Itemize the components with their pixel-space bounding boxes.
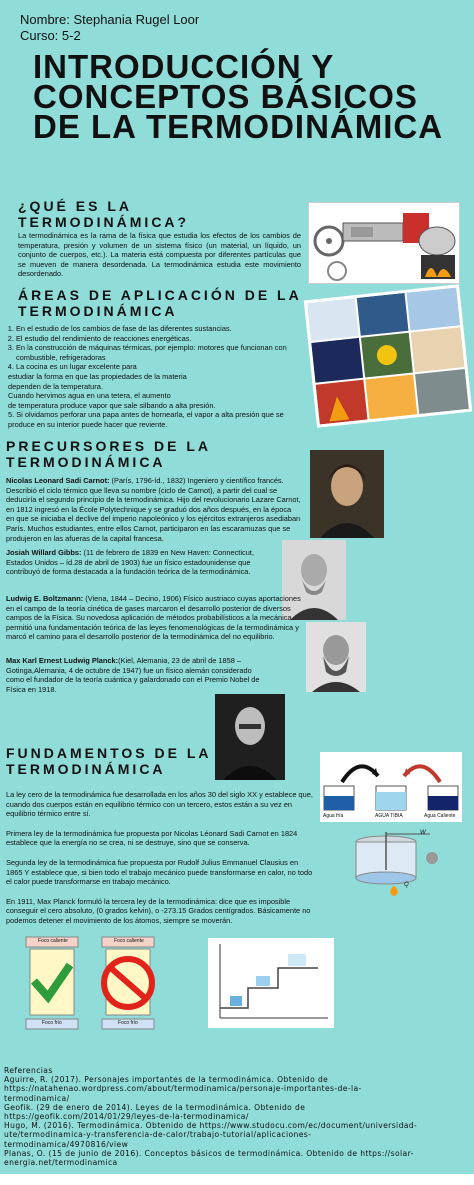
references [4,1066,472,1167]
list-text: dependen de la temperatura. [8,381,103,391]
precursor-name: Ludwig E. Boltzmann: [6,594,84,603]
reference-line: Hugo, M. (2016). Termodinámica. Obtenido de https://www.studocu.com/ec/document/universidad- [4,1121,418,1131]
precursor-name: Nicolas Leonard Sadi Carnot: [6,476,110,485]
section-title-line: PRECURSORES DE LA [6,438,212,454]
boltzmann-portrait [306,622,366,692]
reference-line: Geofik. (29 de enero de 2014). Leyes de la termodinámica. Obtenido de [4,1102,306,1112]
label-agua-fria: Agua fría [323,813,344,819]
precursor-bio: (París, 1796-íd., 1832) Ingeniero y científico francés. Describió el ciclo térmico que lleva su nombre (ciclo de Carnot), a partir del cual se deduciría el segundo principio de la termodinámica. Hijo del revolucionario Lazare Carnot, en 1812 ingresó en la École Polytechnique y se graduó dos años después, en la época en que se iniciaba el declive del imperio napoleónico y los ejércitos extranjeros asediaban París. Muchos estudiantes, entre ellos Carnot, participaron en las escaramuzas que se produjeron en las afueras de la capital francesa. [6,476,301,543]
thermal-equilibrium-diagram [320,752,462,822]
thermal-engine-image [308,202,460,284]
precursor-planck [6,656,268,694]
section-title-que-es [18,198,189,230]
footer-bar [0,1174,474,1185]
list-text: Cuando hervimos agua en una tetera, el aumento [8,391,171,401]
reference-line: https://geofik.com/2014/01/29/leyes-de-la-termodinamica/ [4,1112,249,1122]
precursor-bio: (Viena, 1844 – Decino, 1906) Físico austriaco cuyas aportaciones en el campo de la teoría cinética de gases marcaron el desarrollo posterior de diversos campos de la Física. Su novedosa aplicación de métodos probabilísticos a la mecánica permitió una fundamentación teórica de las leyes fenomenológicas de la termodinámica y marcó el camino para el desarrollo posterior de la termodinámica del no equilibrio. [6,594,301,642]
precursor-boltzmann [6,594,306,642]
precursor-bio: (11 de febrero de 1839 en New Haven: Connecticut, Estados Unidos – íd.28 de abril de 1903) fue un físico estadounidense que contribuyó de forma destacada a la fundación teórica de la termodinámica. [6,548,254,577]
law-first: Primera ley de la termodinámica fue propuesta por Nicolas Léonard Sadi Carnot en 1824 establece que la energía no se crea, ni se destruye, sino que se conserva. [6,828,298,848]
law-second: Segunda ley de la termodinámica fue propuesta por Rudolf Julius Emmanuel Clausius en 1865 Y establece que, si bien todo el trabajo mecánico puede transformarse en calor, no todo el calor puede transformarse en trabajo mecánico. [6,857,313,887]
reference-line: Planas, O. (15 de junio de 2016). Conceptos básicos de termodinámica. Obtenido de https://solar- [4,1148,414,1158]
reference-line: termodinamica/ [4,1093,70,1103]
applications-collage [304,284,473,428]
precursor-name: Max Karl Ernest Ludwig Planck: [6,656,119,665]
section-title-line: FUNDAMENTOS DE LA [6,745,212,761]
precursor-carnot [6,476,301,543]
reference-line: termodinamica/4970816/view [4,1139,129,1149]
reference-line: Aguirre, R. (2017). Personajes importantes de la termodinámica. Obtenido de [4,1075,329,1085]
page-title: INTRODUCCIÓN Y CONCEPTOS BÁSICOS DE LA TERMODINÁMICA [33,48,444,145]
list-text: 5. Si olvidamos perforar una papa antes de hornearla, el vapor a alta presión que se [8,410,284,420]
law-third: En 1911, Max Planck formuló la tercera ley de la termodinámica: dice que es imposible conseguir el cero absoluto, (0 grados kelvin), o -273.15 Grados centígrados. Básicamente no podemos detener el movimiento de los átomos, siempre se moverán. [6,896,311,925]
section-title-line: TERMODINÁMICA [6,761,166,777]
section-title-line: ¿QUÉ ES LA [18,198,133,214]
author-name: Nombre: Stephania Rugel Loor [20,12,200,27]
section-title-line: ÁREAS DE APLICACIÓN DE LA [18,287,302,303]
label-q: Q [404,882,409,888]
section-title-precursores [6,438,211,470]
list-text: estudiar la forma en que las propiedades de la materia [8,371,187,381]
list-item: 1. En el estudio de los cambios de fase de las diferentes sustancias. [16,324,318,334]
reference-line: https://natahenao.wordpress.com/about/termodinamica/personaje-importantes-de-la- [4,1084,362,1094]
list-text: de temperatura produce vapor que sale silbando a alta presión. [8,400,216,410]
planck-portrait [215,694,285,780]
course-label: Curso: 5-2 [20,28,81,43]
section-title-line: TERMODINÁMICA? [18,214,190,230]
que-es-text: La termodinámica es la rama de la física que estudia los efectos de los cambios de temperatura, presión y volumen de un sistema físico (un material, un líquido, un conjunto de cuerpos, etc.). La materia está compuesta por diferentes partículas que se mueven de manera desordenada. La termodinámica estudia este movimiento desordenado. [18,231,301,279]
precursor-bio: (Kiel, Alemania, 23 de abril de 1858 – Gotinga,Alemania, 4 de octubre de 1947) fue un físico alemán considerado como el fundador de la teoría cuántica y galardonado con el Premio Nobel de Física en 1918. [6,656,260,694]
heat-engine-diagram [20,935,164,1031]
label-foco-frio: Foco frío [42,1020,62,1026]
list-item: 4. La cocina es un lugar excelente para [16,362,318,372]
list-text: produce en su interior puede hacer que reviente. [8,419,168,429]
reference-line: energia.net/termodinamica [4,1158,118,1168]
areas-list [6,324,318,430]
carnot-portrait [310,450,384,538]
label-w: W [420,830,426,836]
joule-apparatus-image [350,830,450,910]
section-title-fundamentos [6,745,212,777]
list-item: 3. En la construcción de máquinas térmicas, por ejemplo: motores que funcionan con combustible, refrigeradoras [16,343,318,362]
section-title-line: TERMODINÁMICA [6,454,166,470]
precursor-name: Josiah Willard Gibbs: [6,548,82,557]
phase-diagram-image [208,938,334,1028]
label-foco-frio-2: Foco frío [118,1020,138,1026]
fundamentos-text [6,790,316,926]
law-zero: La ley cero de la termodinámica fue desarrollada en los años 30 del siglo XX y establece que, cuando dos cuerpos están en equilibrio térmico con un tercero, estos están a su vez en equilibrio térmico entre sí. [6,790,313,819]
label-foco-caliente-2: Foco caliente [114,938,144,944]
label-agua-caliente: Agua Caliente [424,813,456,819]
section-title-line: TERMODINÁMICA [18,303,178,319]
label-foco-caliente: Foco caliente [38,938,68,944]
section-title-areas [18,287,302,319]
list-item: 2. El estudio del rendimiento de reacciones energéticas. [16,334,318,344]
references-heading: Referencias [4,1066,53,1075]
precursor-gibbs [6,548,274,577]
reference-line: ute/termodinamica-y-transferencia-de-calor/trabajo-tutorial/aplicaciones- [4,1130,312,1140]
label-agua-tibia: AGUA TIBIA [375,813,403,819]
